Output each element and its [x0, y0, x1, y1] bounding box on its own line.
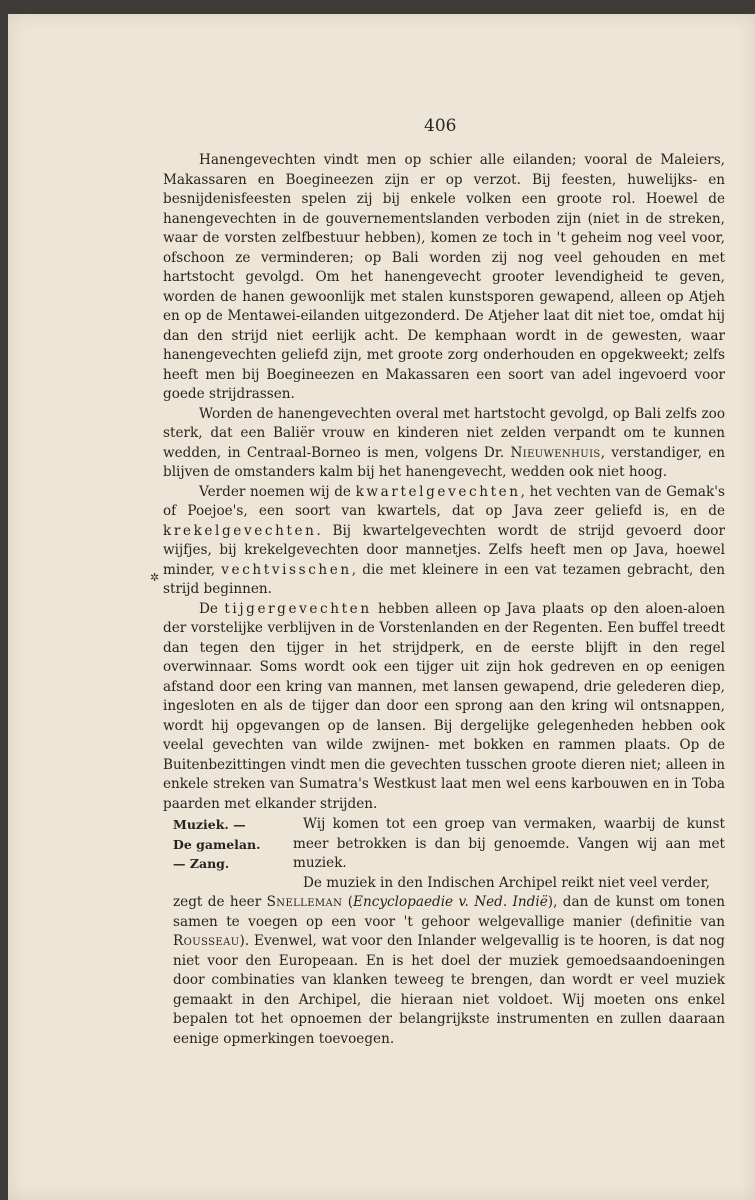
main-text	[163, 151, 725, 814]
author-name: Rousseau	[173, 933, 240, 949]
spaced-term: tijgergevechten	[224, 600, 372, 617]
author-name: Nieuwenhuis	[510, 444, 601, 461]
muziek-section	[173, 815, 725, 1049]
spaced-term: vechtvisschen	[221, 561, 352, 578]
spaced-term: krekelgevechten	[163, 522, 317, 539]
margin-notes	[173, 815, 281, 874]
paragraph-muziek-start: De muziek in den Indischen Archipel reikt niet veel verder,	[303, 874, 710, 891]
muziek-body	[173, 893, 725, 1049]
paragraph-hanengevechten: Hanengevechten vindt men op schier alle eilanden; vooral de Maleiers, Makassaren en Boegineezen zijn er op verzot. Bij feesten, huwelijks- en besnijdenisfeesten spelen zij bij enkele volken een groote rol. Hoewel de hanengevechten in de gouvernementslanden verboden zijn (niet in de streken, waar de vorsten zelfbestuur hebben), komen ze toch in 't geheim nog veel voor, ofschoon ze verminderen; op Bali worden zij nog veel gehouden en met hartstocht gevolgd. Om het hanengevecht grooter levendigheid te geven, worden de hanen gewoonlijk met stalen kunstsporen gewapend, alleen op Atjeh en op de Mentawei-eilanden uitgezonderd. De Atjeher laat dit niet toe, omdat hij dan den strijd niet eerlijk acht. De kemphaan wordt in de gewesten, waar hanengevechten geliefd zijn, met groote zorg onderhouden en opgekweekt; zelfs heeft men bij Boegineezen en Makassaren een soort van adel ingevoerd voor goede strijdrassen.	[163, 152, 725, 402]
paragraph-wedden: Worden de hanengevechten overal met hartstocht gevolgd, op Bali zelfs zoo sterk, dat een Baliër vrouw en kinderen niet zelden verpandt om te kunnen wedden, in Centraal-Borneo is men, volgens Dr. Nieuwenhuis, verstandiger, en blijven de omstanders kalm bij het hanengevecht, wedden ook niet hoog.	[163, 405, 725, 480]
paragraph-muziek-intro: Wij komen tot een groep van vermaken, waarbij de kunst meer betrokken is dan bij genoemde. Vangen wij aan met muziek.	[293, 816, 725, 871]
margin-note: Muziek. —	[173, 817, 246, 832]
paragraph-kwartelgevechten: Verder noemen wij de kwartelgevechten, het vechten van de Gemak's of Poejoe's, een soort van kwartels, dat op Java zeer geliefd is, en de krekelgevechten. Bij kwartelgevechten wordt de strijd gevoerd door wijfjes, bij krekelgevechten door mannetjes. Zelfs heeft men op Java, hoewel minder, vechtvisschen, die met kleinere in een vat tezamen gebracht, den strijd beginnen.	[163, 483, 725, 597]
muziek-intro	[293, 815, 725, 893]
margin-note: De gamelan.	[173, 836, 261, 852]
paragraph-tijgergevechten: De tijgergevechten hebben alleen op Java plaats op den aloen-aloen der vorstelijke verblijven in de Vorstenlanden en der Regenten. Een buffel treedt dan tegen den tijger in het strijdperk, en de eerste blijft in den regel overwinnaar. Soms wordt ook een tijger uit zijn hok gedreven en op eenigen afstand door een kring van mannen, met lansen gewapend, drie gelederen diep, ingesloten en als de tijger dan door een sprong aan den kring wil ontsnappen, wordt hij opgevangen op de lansen. Bij dergelijke gelegenheden hebben ook veelal gevechten van wilde zwijnen- met bokken en rammen plaats. Op de Buitenbezittingen vindt men die gevechten tusschen groote dieren niet; alleen in enkele streken van Sumatra's Westkust laat men wel eens karbouwen en in Toba paarden met elkander strijden.	[163, 600, 725, 812]
paragraph-muziek-continued: zegt de heer Snelleman (Encyclopaedie v. Ned. Indië), dan de kunst om tonen samen te voegen op een voor 't gehoor welgevallige manier (definitie van Rousseau). Evenwel, wat voor den Inlander welgevallig is te hooren, is dat nog niet voor den Europeaan. En is het doel der muziek gemoedsaandoeningen door combinaties van klanken teweeg te brengen, dan wordt er veel muziek gemaakt in den Archipel, die hieraan niet voldoet. Wij moeten ons enkel bepalen tot het opnoemen der belangrijkste instrumenten en zullen daaraan eenige opmerkingen toevoegen.	[173, 894, 726, 1047]
author-name: Snelleman	[266, 894, 343, 910]
citation-title: Encyclopaedie v. Ned. Indië	[353, 894, 548, 910]
spaced-term: kwartelgevechten	[355, 483, 521, 500]
page-number: 406	[424, 116, 457, 136]
margin-note: — Zang.	[173, 856, 230, 871]
margin-mark: ✲	[150, 571, 160, 584]
